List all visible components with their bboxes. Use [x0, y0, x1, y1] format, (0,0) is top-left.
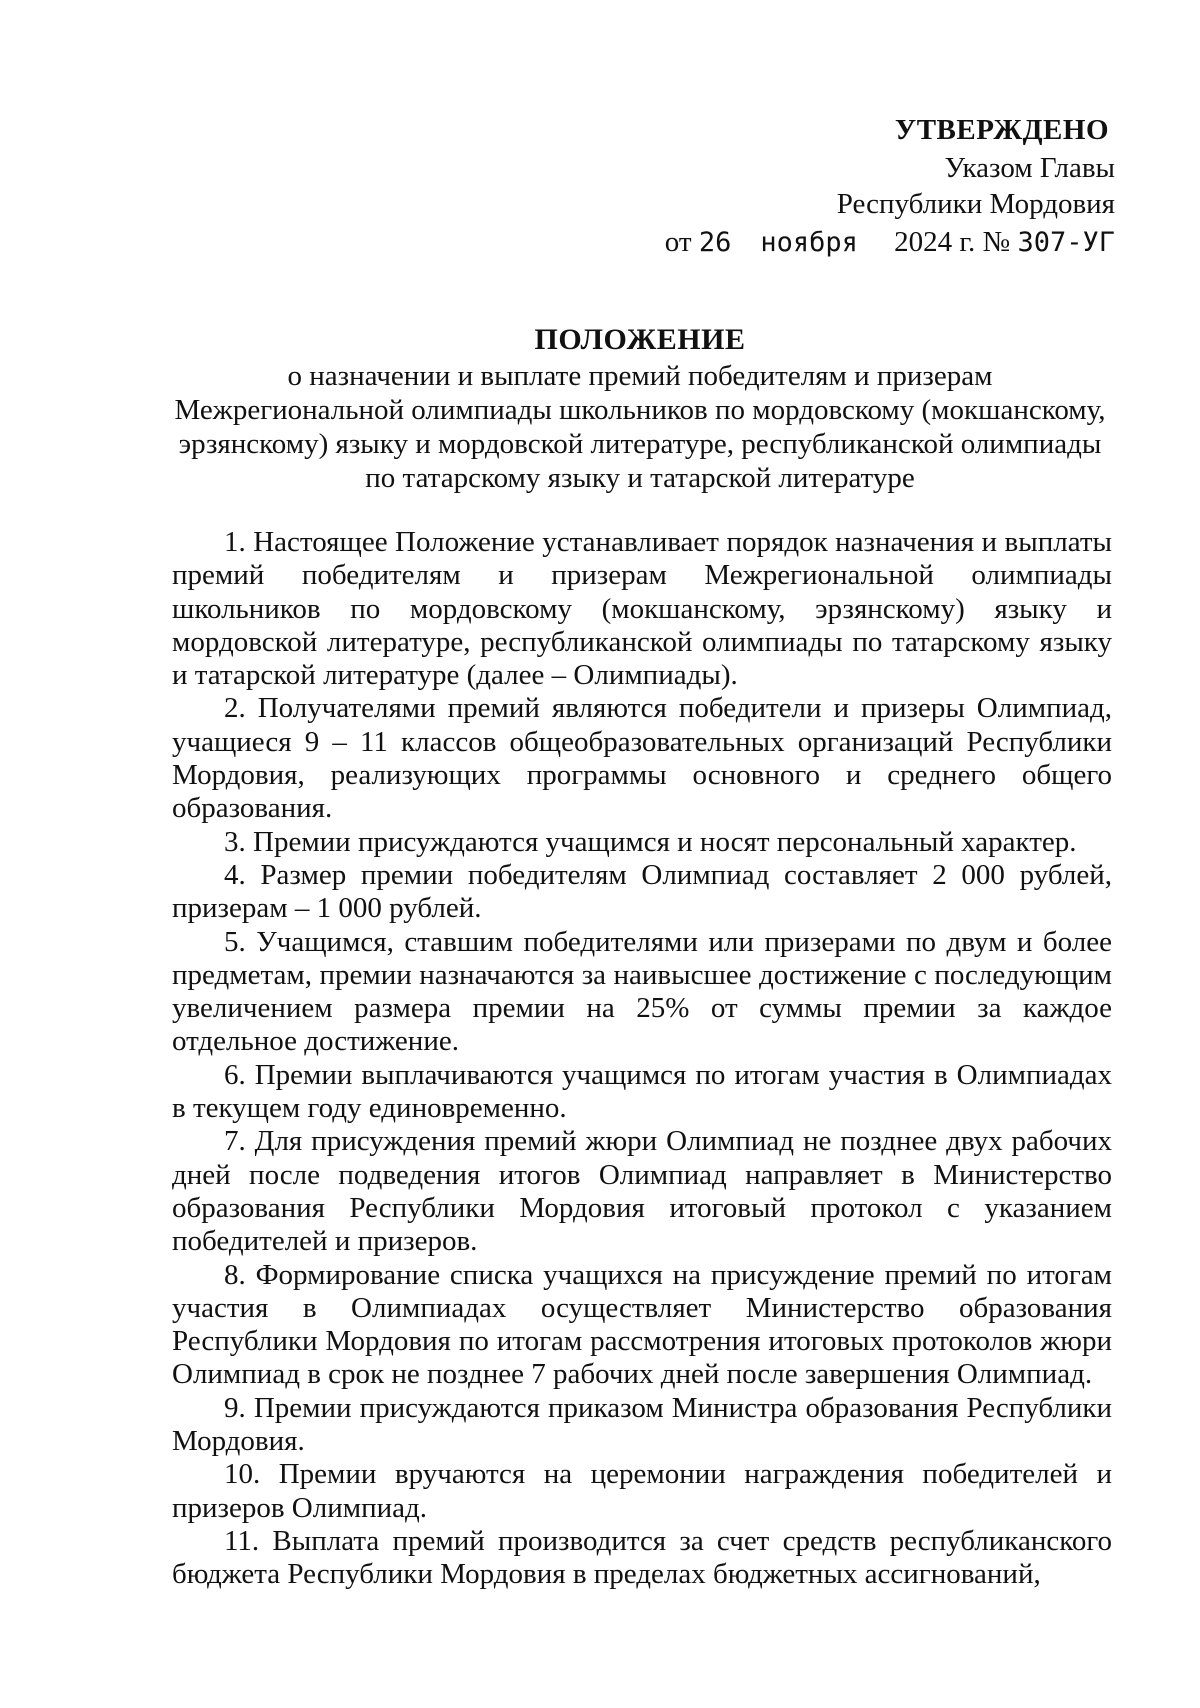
- approval-date-line: [575, 224, 1115, 261]
- date-day: 26: [698, 227, 732, 258]
- paragraph-8: 8. Формирование списка учащихся на присуждение премий по итогам участия в Олимпиадах осуществляет Министерство образования Республики Мордовия по итогам рассмотрения итоговых протоколов жюри Олимпиад в срок не позднее 7 рабочих дней после завершения Олимпиад.: [172, 1258, 1112, 1391]
- paragraph-7: 7. Для присуждения премий жюри Олимпиад не позднее двух рабочих дней после подведения итогов Олимпиад направляет в Министерство образования Республики Мордовия итоговый протокол с указанием победителей и призеров.: [172, 1125, 1112, 1258]
- decree-number: 307-УГ: [1017, 227, 1115, 258]
- approval-stamp-block: [575, 112, 1115, 261]
- date-year: 2024 г. №: [894, 226, 1011, 258]
- paragraph-1: 1. Настоящее Положение устанавливает порядок назначения и выплаты премий победителям и призерам Межрегиональной олимпиады школьников по мордовскому (мокшанскому, эрзянскому) языку и мордовской литературе, республиканской олимпиады по татарскому языку и татарской литературе (далее – Олимпиады).: [172, 526, 1112, 692]
- paragraph-5: 5. Учащимся, ставшим победителями или призерами по двум и более предметам, премии назначаются за наивысшее достижение с последующим увеличением размера премии на 25% от суммы премии за каждое отдельное достижение.: [172, 925, 1112, 1058]
- date-month: ноября: [760, 227, 858, 258]
- approved-heading: УТВЕРЖДЕНО: [894, 114, 1109, 146]
- title-block: [170, 322, 1110, 495]
- paragraph-3: 3. Премии присуждаются учащимся и носят персональный характер.: [224, 825, 1077, 858]
- paragraph-2: 2. Получателями премий являются победители и призеры Олимпиад, учащиеся 9 – 11 классов общеобразовательных организаций Республики Мордовия, реализующих программы основного и среднего общего образования.: [172, 692, 1112, 825]
- paragraph-10: 10. Премии вручаются на церемонии награждения победителей и призеров Олимпиад.: [172, 1458, 1112, 1524]
- approval-authority-line: Указом Главы: [944, 152, 1115, 184]
- document-subtitle: о назначении и выплате премий победителям и призерам Межрегиональной олимпиады школьников по мордовскому (мокшанскому, эрзянскому) языку и мордовской литературе, республиканской олимпиады по татарскому языку и татарской литературе: [174, 360, 1106, 494]
- date-prefix: от: [664, 226, 692, 258]
- document-title: ПОЛОЖЕНИЕ: [534, 323, 746, 356]
- document-body: [172, 526, 1112, 1592]
- approval-republic-line: Республики Мордовия: [836, 188, 1115, 220]
- paragraph-6: 6. Премии выплачиваются учащимся по итогам участия в Олимпиадах в текущем году единовременно.: [172, 1058, 1112, 1125]
- paragraph-4: 4. Размер премии победителям Олимпиад составляет 2 000 рублей, призерам – 1 000 рублей.: [172, 858, 1112, 925]
- paragraph-9: 9. Премии присуждаются приказом Министра образования Республики Мордовия.: [172, 1391, 1112, 1458]
- paragraph-11: 11. Выплата премий производится за счет средств республиканского бюджета Республики Мордовия в пределах бюджетных ассигнований,: [172, 1524, 1112, 1591]
